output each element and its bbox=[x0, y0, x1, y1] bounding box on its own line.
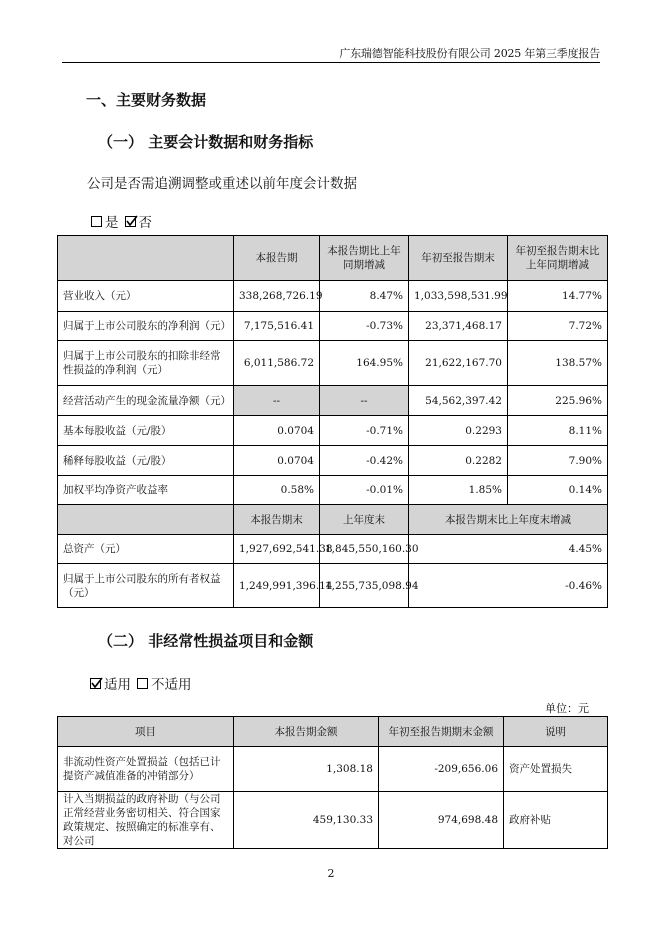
cell-value: -- bbox=[320, 386, 409, 416]
table-row bbox=[58, 341, 608, 386]
header-cell: 本报告期末 bbox=[234, 505, 320, 535]
cell-value: 1,033,598,531.99 bbox=[409, 281, 508, 312]
cell-value: 4.45% bbox=[409, 535, 608, 564]
cell-value: -0.46% bbox=[409, 564, 608, 608]
nonrecurring-items-table bbox=[57, 716, 608, 849]
cell-value: 0.0704 bbox=[234, 446, 320, 476]
header-cell bbox=[58, 236, 234, 281]
row-label: 加权平均净资产收益率 bbox=[58, 476, 234, 505]
cell-value: 0.58% bbox=[234, 476, 320, 505]
cell-value: -0.01% bbox=[320, 476, 409, 505]
page-header bbox=[62, 0, 600, 63]
cell-value: 8.11% bbox=[508, 416, 608, 446]
row-label: 经营活动产生的现金流量净额（元） bbox=[58, 386, 234, 416]
header-cell: 年初至报告期末 bbox=[409, 236, 508, 281]
restate-question: 公司是否需追溯调整或重述以前年度会计数据 bbox=[87, 176, 357, 192]
subsection-title-nonrecurring: （二） 非经常性损益项目和金额 bbox=[98, 632, 314, 650]
restate-checkbox-group bbox=[91, 211, 152, 231]
row-label: 归属于上市公司股东的扣除非经常性损益的净利润（元） bbox=[58, 341, 234, 386]
restate-no-label: 否 bbox=[138, 215, 152, 231]
table-row bbox=[58, 747, 608, 792]
subsection-title-financial-indicators: （一） 主要会计数据和财务指标 bbox=[98, 133, 314, 151]
applicable-yes-checkbox[interactable] bbox=[90, 678, 101, 689]
cell-value: 164.95% bbox=[320, 341, 409, 386]
row-label: 非流动性资产处置损益（包括已计提资产减值准备的冲销部分） bbox=[58, 747, 234, 792]
checkmark-icon bbox=[90, 677, 103, 690]
cell-value: 8.47% bbox=[320, 281, 409, 312]
restate-yes-label: 是 bbox=[105, 215, 119, 231]
cell-value: 225.96% bbox=[508, 386, 608, 416]
header-cell: 说明 bbox=[504, 717, 608, 747]
cell-value: 54,562,397.42 bbox=[409, 386, 508, 416]
header-cell: 年初至报告期期末金额 bbox=[379, 717, 504, 747]
page-number: 2 bbox=[327, 867, 335, 880]
cell-value: 338,268,726.19 bbox=[234, 281, 320, 312]
table-row bbox=[58, 312, 608, 341]
cell-value: 1,255,735,098.94 bbox=[320, 564, 409, 608]
row-label: 营业收入（元） bbox=[58, 281, 234, 312]
section-title: 一、主要财务数据 bbox=[86, 91, 207, 109]
cell-value: 23,371,468.17 bbox=[409, 312, 508, 341]
header-cell: 本报告期比上年同期增减 bbox=[320, 236, 409, 281]
cell-value: 1,845,550,160.30 bbox=[320, 535, 409, 564]
cell-value: 0.14% bbox=[508, 476, 608, 505]
cell-value: 7,175,516.41 bbox=[234, 312, 320, 341]
table-header-row bbox=[58, 717, 608, 747]
cell-value: 0.0704 bbox=[234, 416, 320, 446]
table-row bbox=[58, 416, 608, 446]
header-cell: 项目 bbox=[58, 717, 234, 747]
restate-yes-checkbox[interactable] bbox=[91, 216, 102, 227]
table-row bbox=[58, 792, 608, 849]
financial-data-table bbox=[57, 235, 608, 608]
cell-value: 0.2282 bbox=[409, 446, 508, 476]
cell-value: 459,130.33 bbox=[234, 792, 379, 849]
row-label: 稀释每股收益（元/股） bbox=[58, 446, 234, 476]
table-row bbox=[58, 281, 608, 312]
unit-label: 单位：元 bbox=[545, 702, 589, 715]
header-cell: 本报告期末比上年度末增减 bbox=[409, 505, 608, 535]
cell-value: 138.57% bbox=[508, 341, 608, 386]
header-cell: 上年度末 bbox=[320, 505, 409, 535]
cell-value: 1,927,692,541.38 bbox=[234, 535, 320, 564]
cell-value: 政府补贴 bbox=[504, 792, 608, 849]
cell-value: 14.77% bbox=[508, 281, 608, 312]
cell-value: -0.73% bbox=[320, 312, 409, 341]
row-label: 归属于上市公司股东的所有者权益（元） bbox=[58, 564, 234, 608]
table-row bbox=[58, 564, 608, 608]
cell-value: -0.71% bbox=[320, 416, 409, 446]
cell-value: 1,249,991,396.14 bbox=[234, 564, 320, 608]
table-row bbox=[58, 535, 608, 564]
table-row bbox=[58, 446, 608, 476]
cell-value: 6,011,586.72 bbox=[234, 341, 320, 386]
table-row bbox=[58, 476, 608, 505]
restate-no-checkbox[interactable] bbox=[125, 216, 136, 227]
row-label: 总资产（元） bbox=[58, 535, 234, 564]
applicable-checkbox-group bbox=[90, 673, 192, 693]
table-header-row bbox=[58, 236, 608, 281]
header-cell: 年初至报告期末比上年同期增减 bbox=[508, 236, 608, 281]
row-label: 归属于上市公司股东的净利润（元） bbox=[58, 312, 234, 341]
header-title: 广东瑞德智能科技股份有限公司 2025 年第三季度报告 bbox=[339, 47, 600, 60]
header-cell: 本报告期 bbox=[234, 236, 320, 281]
applicable-no-label: 不适用 bbox=[151, 677, 192, 693]
cell-value: 7.90% bbox=[508, 446, 608, 476]
checkmark-icon bbox=[125, 215, 138, 228]
cell-value: -209,656.06 bbox=[379, 747, 504, 792]
cell-value: 0.2293 bbox=[409, 416, 508, 446]
cell-value: -- bbox=[234, 386, 320, 416]
table-row bbox=[58, 386, 608, 416]
row-label: 基本每股收益（元/股） bbox=[58, 416, 234, 446]
table-header-row bbox=[58, 505, 608, 535]
applicable-yes-label: 适用 bbox=[104, 677, 131, 693]
cell-value: 1.85% bbox=[409, 476, 508, 505]
cell-value: 1,308.18 bbox=[234, 747, 379, 792]
cell-value: 974,698.48 bbox=[379, 792, 504, 849]
cell-value: 21,622,167.70 bbox=[409, 341, 508, 386]
cell-value: -0.42% bbox=[320, 446, 409, 476]
header-cell bbox=[58, 505, 234, 535]
row-label: 计入当期损益的政府补助（与公司正常经营业务密切相关、符合国家政策规定、按照确定的标准享有、对公司 bbox=[58, 792, 234, 849]
applicable-no-checkbox[interactable] bbox=[137, 678, 148, 689]
cell-value: 7.72% bbox=[508, 312, 608, 341]
cell-value: 资产处置损失 bbox=[504, 747, 608, 792]
header-cell: 本报告期金额 bbox=[234, 717, 379, 747]
